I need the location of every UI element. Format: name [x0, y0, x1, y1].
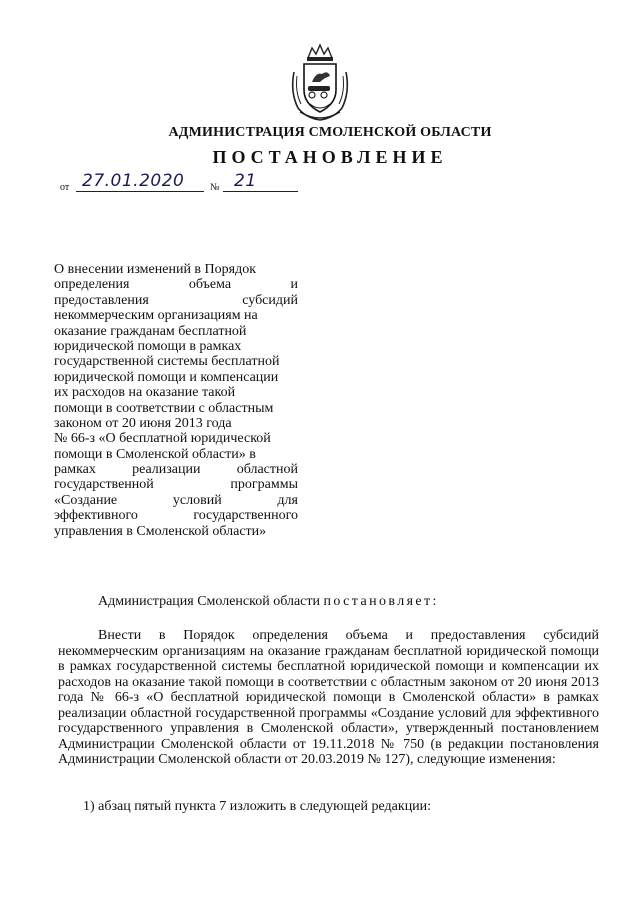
- subject-word: законом от 20 июня 2013 года: [54, 415, 232, 431]
- subject-word: областной: [236, 462, 298, 478]
- subject-word: оказание гражданам бесплатной: [54, 323, 247, 339]
- subject-line: [54, 324, 298, 339]
- number-underline: [223, 191, 298, 192]
- subject-word: О внесении изменений в Порядок: [54, 262, 257, 277]
- preamble-paragraph: [58, 594, 599, 610]
- subject-word: управления в Смоленской области»: [54, 523, 267, 539]
- subject-word: помощи в Смоленской области» в: [54, 446, 256, 462]
- subject-line: [54, 431, 298, 446]
- subject-line: [54, 354, 298, 369]
- subject-line: [54, 462, 298, 477]
- subject-word: «Создание: [54, 492, 118, 508]
- subject-word: некоммерческим организациям на: [54, 308, 258, 324]
- subject-word: условий: [172, 492, 222, 508]
- subject-word: определения: [54, 277, 130, 293]
- subject-word: помощи в соответствии с областным: [54, 400, 274, 416]
- subject-line: [54, 508, 298, 523]
- number-label: №: [210, 182, 220, 193]
- resolves-word: постановляет:: [323, 594, 439, 609]
- handwritten-date: 27.01.2020: [82, 171, 185, 191]
- subject-line: [54, 339, 298, 354]
- document-subject: [54, 262, 298, 539]
- subject-line: [54, 385, 298, 400]
- subject-line: [54, 447, 298, 462]
- subject-word: юридической помощи в рамках: [54, 338, 242, 354]
- subject-line: [54, 401, 298, 416]
- subject-line: [54, 477, 298, 492]
- subject-line: [54, 416, 298, 431]
- amendment-item-1: 1) абзац пятый пункта 7 изложить в следующей редакции:: [83, 799, 432, 814]
- subject-word: программы: [230, 477, 298, 493]
- subject-word: субсидий: [242, 292, 298, 308]
- subject-line: [54, 262, 298, 277]
- subject-word: № 66-з «О бесплатной юридической: [54, 431, 271, 447]
- organization-name: АДМИНИСТРАЦИЯ СМОЛЕНСКОЙ ОБЛАСТИ: [168, 125, 492, 140]
- subject-word: юридической помощи и компенсации: [54, 369, 279, 385]
- from-label: от: [60, 182, 70, 193]
- subject-word: их расходов на оказание такой: [54, 385, 236, 401]
- subject-word: государственного: [193, 508, 298, 524]
- date-number-line: [60, 172, 320, 196]
- handwritten-number: 21: [234, 171, 257, 191]
- smolensk-coat-of-arms-icon: [286, 42, 354, 122]
- subject-word: государственной: [54, 477, 154, 493]
- subject-word: предоставления: [54, 292, 149, 308]
- amendment-paragraph: Внести в Порядок определения объема и предоставления субсидий некоммерческим организациям на оказание гражданам бесплатной юридической помощи в рамках государственной системы бесплатной юридической помощи и компенсации их расходов на оказание такой помощи в соответствии с областным законом от 20 июня 2013 года № 66-з «О бесплатной юридической помощи в Смоленской области» в рамках реализации областной государственной программы «Создание условий для эффективного государственного управления в Смоленской области», утвержденный постановлением Администрации Смоленской области от 19.11.2018 № 750 (в редакции постановления Администрации Смоленской области от 20.03.2019 № 127), следующие изменения:: [58, 628, 599, 767]
- subject-word: эффективного: [54, 508, 138, 524]
- document-type-title: ПОСТАНОВЛЕНИЕ: [212, 147, 448, 167]
- subject-line: [54, 370, 298, 385]
- subject-word: объема: [188, 277, 232, 293]
- subject-line: [54, 293, 298, 308]
- subject-word: рамках: [54, 462, 96, 478]
- subject-line: [54, 277, 298, 292]
- subject-word: реализации: [132, 462, 201, 478]
- subject-line: [54, 493, 298, 508]
- date-underline: [76, 191, 204, 192]
- subject-line: [54, 308, 298, 323]
- subject-word: и: [290, 277, 298, 293]
- subject-line: [54, 524, 298, 539]
- preamble-text: Администрация Смоленской области: [98, 594, 324, 609]
- subject-word: для: [277, 492, 298, 508]
- subject-word: государственной системы бесплатной: [54, 354, 280, 370]
